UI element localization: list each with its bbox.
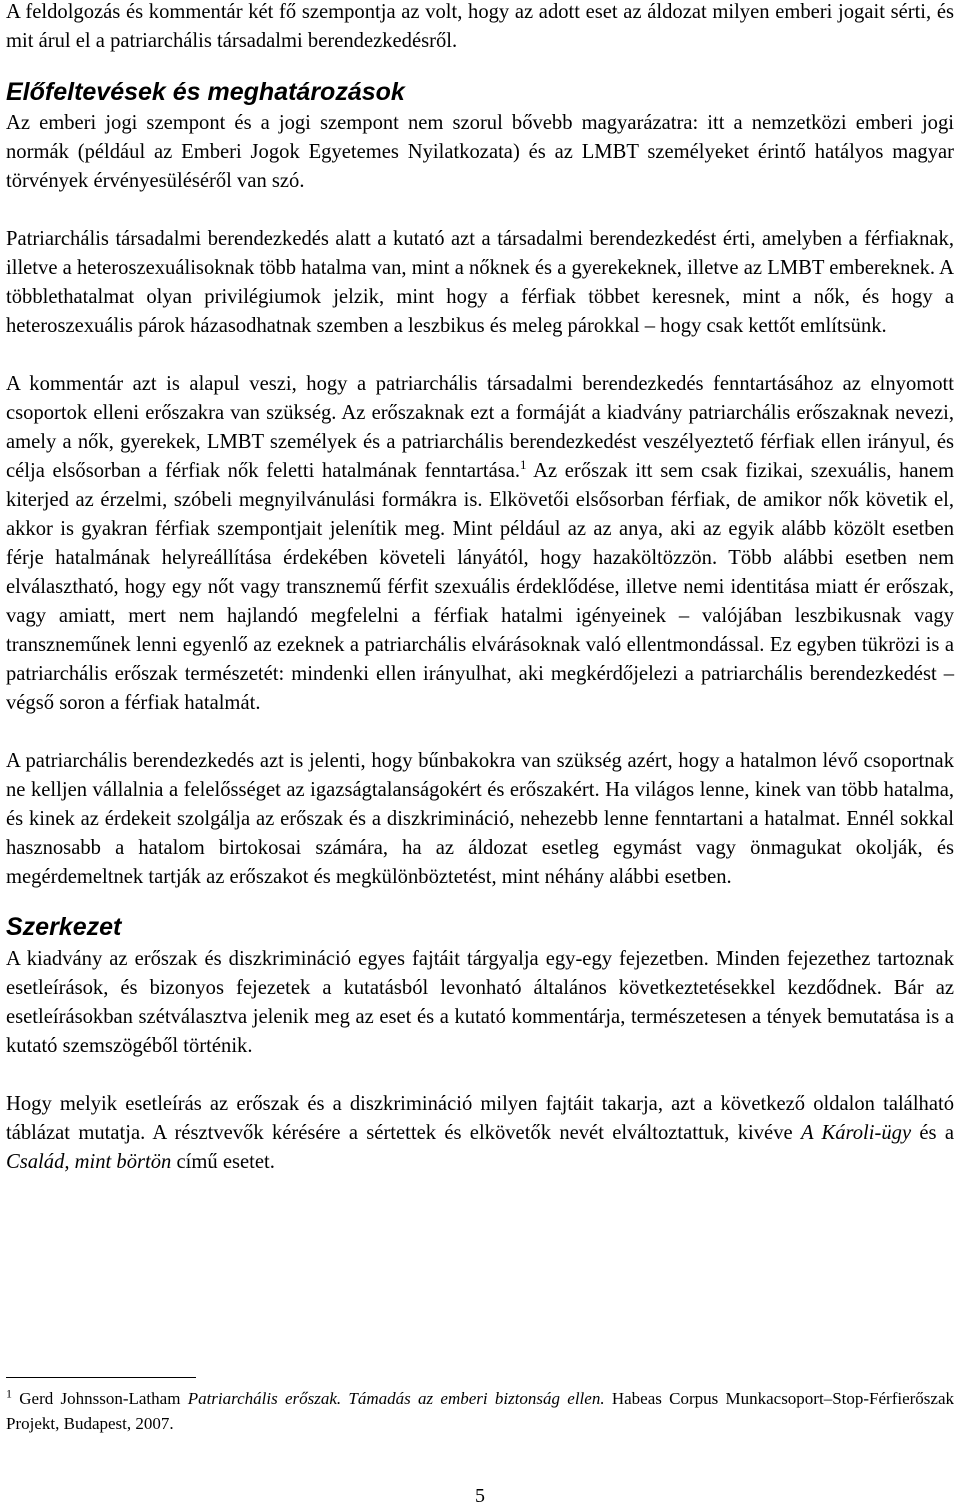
case-title-karoli: A Károli-ügy [800,1122,912,1144]
footnote-reference[interactable]: 1 [520,457,527,473]
paragraph-table-reference [6,1090,954,1177]
paragraph-structure: A kiadvány az erőszak és diszkrimináció egyes fajtáit tárgyalja egy-egy fejezetben. Minden fejezethez tartoznak esetleírások, és bizonyos fejezetek a kutatásból levonható általános következtetésekkel kezdődnek. Bár az esetleírásokban szétválasztva jelenik meg az eset és a kutató kommentárja, természetesen a tények bemutatása is a kutató szemszögéből történik. [6,948,954,1057]
footnote-title: Patriarchális erőszak. Támadás az emberi biztonság ellen. [187,1389,605,1408]
section-heading-structure: Szerkezet [6,913,122,941]
footnote-publisher: Habeas Corpus Munkacsoport–Stop-Férfierőszak Projekt, Budapest, 2007. [6,1389,954,1433]
paragraph-patriarchal-definition: Patriarchális társadalmi berendezkedés alatt a kutató azt a társadalmi berendezkedést érti, amelyben a férfiaknak, illetve a heteroszexuálisoknak több hatalma van, mint a nőknek és a gyerekeknek, illetve az LMBT embereknek. A többlethatalmat olyan privilégiumok jelzik, mint hogy a férfiak többet keresnek, mint a nők, és hogy a heteroszexuális párok házasodhatnak szemben a leszbikus és meleg párokkal – hogy csak kettőt említsünk. [6,228,954,337]
footnote-author: Gerd Johnsson-Latham [12,1389,188,1408]
table-reference-end: című esetet. [171,1151,275,1173]
paragraph-commentary-part1: A kommentár azt is alapul veszi, hogy a patriarchális társadalmi berendezkedés fenntartásához az elnyomott csoportok elleni erőszakra van szükség. Az erőszaknak ezt a formáját a kiadvány patriarchális erőszaknak nevezi, amely a nők, gyerekek, LMBT személyek és a patriarchális berendezkedést veszélyeztető férfiak ellen irányul, és célja elsősorban a férfiak nők feletti hatalmának fenntartása. [6,373,954,482]
paragraph-scapegoats: A patriarchális berendezkedés azt is jelenti, hogy bűnbakokra van szükség azért, hogy a hatalmon lévő csoportnak ne kelljen vállalnia a felelősséget az igazságtalanságokért és erőszakért. Ha világos lenne, kinek van több hatalma, és kinek az érdekeit szolgálja az erőszak és a diszkrimináció, nehezebb lenne fenntartani a hatalmat. Ennél sokkal hasznosabb a hatalom birtokosai számára, ha az áldozat esetleg egymást vagy önmagukat okolják, és megérdemeltnek tartják az erőszakot és megkülönböztetést, mint néhány alábbi esetben. [6,750,954,888]
paragraph-commentary-part2: Az erőszak itt sem csak fizikai, szexuális, hanem kiterjed az érzelmi, szóbeli megnyilvánulási formákra is. Elkövetői elsősorban férfiak, de amikor nők követik el, akkor is gyakran férfiak szempontjait jelenítik meg. Mint például az az anya, aki az egyik alább közölt esetben férje hatalmának helyreállítása érdekében követeli lányától, hogy hazaköltözzön. Több alábbi esetben nem elválasztható, hogy egy nőt vagy transznemű férfit szexuális érdeklődése, illetve nemi identitása miatt ér erőszak, vagy amiatt, mert nem hajlandó megfelelni a férfiak hatalmi igényeinek – valójában leszbikusnak vagy transzneműnek lenni egyenlő az ezeknek a patriarchális elvárásoknak való ellentmondással. Ez egyben tükrözi is a patriarchális erőszak természetét: mindenki ellen irányulhat, aki megkérdőjelezi a patriarchális berendezkedést – végső soron a férfiak hatalmát. [6,460,954,714]
intro-paragraph: A feldolgozás és kommentár két fő szempontja az volt, hogy az adott eset az áldozat milyen emberi jogait sérti, és mit árul el a patriarchális társadalmi berendezkedésről. [6,1,954,52]
table-reference-middle: és a [911,1122,954,1144]
footnote-divider [6,1377,196,1378]
document-page [6,0,954,1177]
footnote-number: 1 [6,1386,12,1401]
case-title-family-prison: Család, mint börtön [6,1151,172,1173]
footnote [6,1386,954,1436]
page-number: 5 [475,1485,485,1507]
paragraph-human-rights: Az emberi jogi szempont és a jogi szempont nem szorul bővebb magyarázatra: itt a nemzetközi emberi jogi normák (például az Emberi Jogok Egyetemes Nyilatkozata) és az LMBT személyeket érintő hatályos magyar törvények érvényesüléséről van szó. [6,112,954,192]
section-heading-assumptions: Előfeltevések és meghatározások [6,78,405,106]
table-reference-start: Hogy melyik esetleírás az erőszak és a diszkrimináció milyen fajtáit takarja, azt a következő oldalon található táblázat mutatja. A résztvevők kérésére a sértettek és elkövetők nevét elváltoztattuk, kivéve [6,1093,954,1144]
paragraph-commentary [6,370,954,718]
